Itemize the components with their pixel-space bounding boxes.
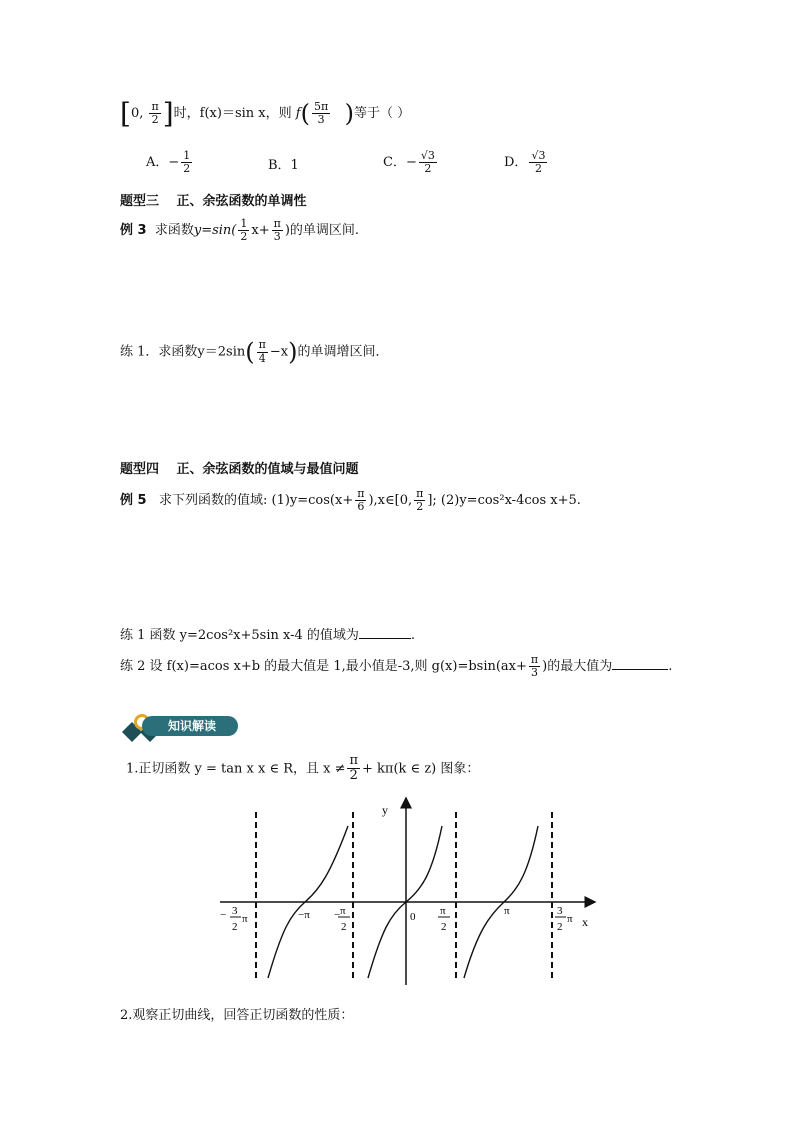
tick-pi-2 — [438, 905, 450, 933]
svg-text:π: π — [504, 905, 510, 917]
option-b: B．1 — [268, 158, 299, 173]
item-2: 2.观察正切曲线，回答正切函数的性质： — [120, 1008, 354, 1023]
svg-text:−: − — [334, 909, 341, 921]
svg-text:π: π — [340, 905, 346, 917]
svg-text:3: 3 — [557, 905, 563, 917]
section-title-4: 题型四 正、余弦函数的值域与最值问题 — [120, 462, 359, 477]
tangent-intro: 1.正切函数 y = tan x x ∈ R，且 x ≠ $\frac{\pi}{2}$ + kπ(k ∈ z) 图象： — [126, 753, 480, 784]
practice-max: 练 2 设 f(x)=acos x+b 的最大值是 1,最小值是-3,则 g(x)=bsin(ax+ $\frac{\pi}{3}$ )的最大值为 . — [120, 653, 673, 680]
practice-1-monotone: 练 1．求函数y＝2sin( $\frac{\pi}{4}$ −x)的单调增区间． — [120, 338, 389, 366]
svg-text:π: π — [440, 905, 446, 917]
section-title-3: 题型三 正、余弦函数的单调性 — [120, 194, 307, 209]
tick-neg-3pi-2 — [220, 905, 248, 933]
svg-text:2: 2 — [557, 921, 563, 933]
knowledge-banner — [120, 712, 238, 742]
svg-text:2: 2 — [341, 921, 347, 933]
svg-text:π: π — [567, 913, 573, 925]
y-axis-label: y — [382, 803, 388, 817]
svg-text:3: 3 — [232, 905, 238, 917]
tick-3pi-2 — [555, 905, 573, 933]
tick-neg-pi — [298, 909, 310, 921]
previous-question: [0, $\frac{\pi}{2}$ ]时，f(x)＝sin x，则 f( $\frac{5\pi}{3}$ )等于（ ） — [120, 97, 411, 130]
option-c: C．− $\frac{√3}{2}$ — [383, 149, 435, 176]
tick-pi — [504, 905, 510, 917]
tick-neg-pi-2 — [334, 905, 350, 933]
svg-text:−: − — [220, 909, 227, 921]
origin-label: 0 — [410, 911, 416, 923]
example-3: 例 3 求函数y=sin( $\frac{1}{2}$ x+ $\frac{\pi}{3}$ )的单调区间. — [120, 217, 360, 244]
svg-text:2: 2 — [441, 921, 447, 933]
example-5: 例 5 求下列函数的值域: (1)y=cos(x+ $\frac{\pi}{6}$ ),x∈[0, $\frac{\pi}{2}$ ]; (2)y=cos²x-4cos x+5. — [120, 487, 581, 514]
tangent-graph — [210, 790, 610, 990]
banner-label: 知识解读 — [142, 716, 238, 736]
option-a: A．− $\frac{1}{2}$ — [146, 149, 191, 176]
x-axis-label: x — [582, 915, 588, 929]
svg-text:π: π — [242, 913, 248, 925]
practice-range: 练 1 函数 y=2cos²x+5sin x-4 的值域为 . — [120, 628, 416, 643]
svg-text:2: 2 — [232, 921, 238, 933]
option-d: D． $\frac{√3}{2}$ — [504, 149, 546, 176]
svg-text:−π: −π — [298, 909, 310, 921]
